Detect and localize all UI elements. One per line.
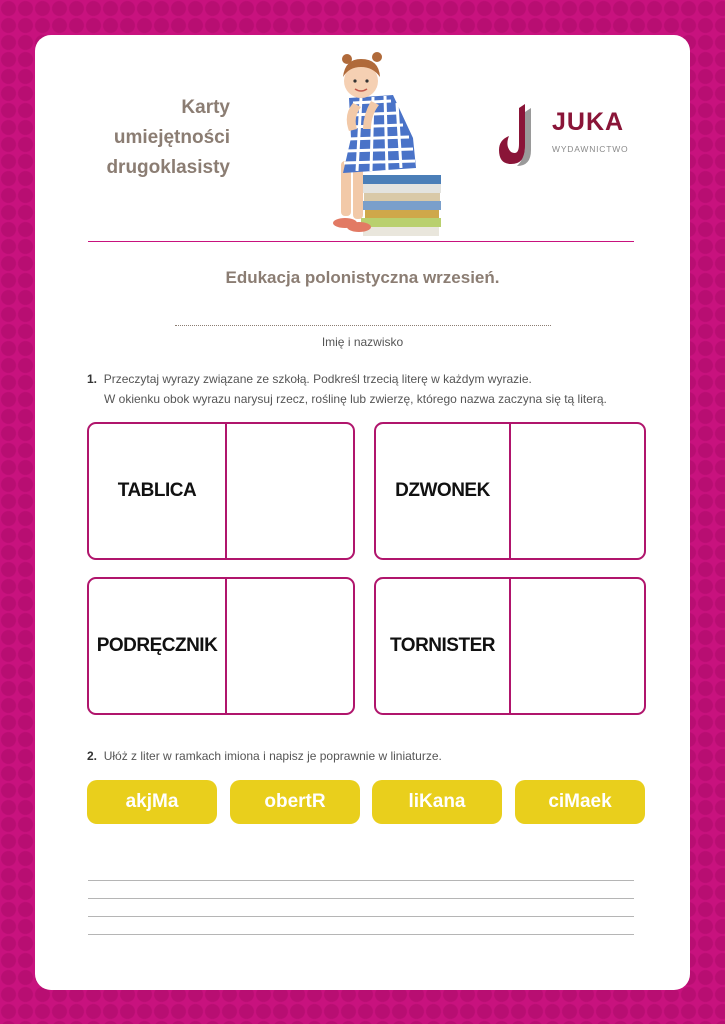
publisher-name: JUKA — [552, 108, 625, 136]
task-1-line-1: Przeczytaj wyrazy związane ze szkołą. Podkreśl trzecią literę w każdym wyrazie. — [103, 372, 532, 386]
scrambled-name-tile: akjMa — [87, 780, 217, 824]
writing-line[interactable] — [88, 934, 634, 935]
word-card — [374, 577, 646, 715]
writing-line[interactable] — [88, 898, 634, 899]
title-line: drugoklasisty — [106, 157, 230, 178]
card-word: TORNISTER — [390, 635, 495, 656]
word-card — [374, 422, 646, 560]
card-word: PODRĘCZNIK — [96, 635, 218, 656]
publisher-logo — [495, 100, 635, 170]
task-1-line-2: W okienku obok wyrazu narysuj rzecz, roślinę lub zwierzę, którego nazwa zaczyna się tą literą. — [104, 392, 607, 406]
task-2-text: Ułóż z liter w ramkach imiona i napisz je poprawnie w liniaturze. — [103, 749, 442, 763]
name-caption: Imię i nazwisko — [321, 335, 404, 349]
task-2-instructions — [87, 746, 442, 766]
scrambled-name-tile: ciMaek — [515, 780, 645, 824]
worksheet-page — [35, 35, 690, 990]
drawing-box[interactable] — [511, 424, 644, 558]
card-word: DZWONEK — [395, 480, 490, 501]
task-number: 2. — [87, 749, 98, 763]
header-divider — [88, 241, 634, 242]
writing-line[interactable] — [88, 916, 634, 917]
girl-on-books-illustration — [301, 43, 451, 243]
publisher-subtitle: WYDAWNICTWO — [552, 144, 629, 154]
worksheet-title — [95, 93, 230, 183]
scrambled-name-tile: obertR — [230, 780, 360, 824]
writing-line[interactable] — [88, 880, 634, 881]
drawing-box[interactable] — [227, 579, 353, 713]
task-1-instructions — [87, 369, 607, 409]
word-card — [87, 422, 355, 560]
task-number: 1. — [87, 372, 98, 386]
scrambled-name-tile: liKana — [372, 780, 502, 824]
card-word: TABLICA — [117, 480, 197, 501]
title-line: umiejętności — [113, 127, 230, 148]
drawing-box[interactable] — [227, 424, 353, 558]
drawing-box[interactable] — [511, 579, 644, 713]
name-input-line[interactable] — [175, 325, 551, 326]
word-card — [87, 577, 355, 715]
juka-logo-mark — [495, 100, 550, 170]
subject-heading: Edukacja polonistyczna wrzesień. — [225, 268, 500, 287]
title-line: Karty — [181, 97, 230, 118]
